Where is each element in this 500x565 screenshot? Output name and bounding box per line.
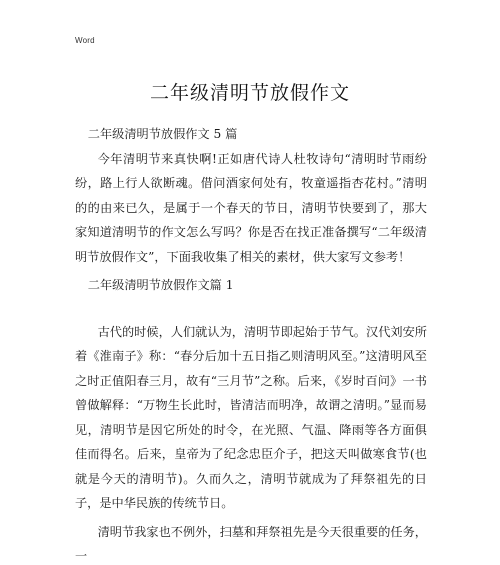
intro-paragraph: 今年清明节来真快啊!正如唐代诗人杜牧诗句“清明时节雨纷纷，路上行人欲断魂。借问酒家何处有，牧童遥指杏花村。”清明的的由来已久，是属于一个春天的节日，清明节快要到了，那大家知道清明节的作文怎么写吗？你是否在找正准备撰写“二年级清明节放假作文”，下面我收集了相关的素材，供大家写文参考！ [75,151,427,264]
body-paragraph: 清明节我家也不例外，扫墓和拜祭祖先是今天很重要的任务，一 [75,524,427,563]
document-body [75,122,427,565]
app-header-label: Word [75,36,95,45]
document-subheading: 二年级清明节放假作文 5 篇 [87,127,238,141]
section-heading: 二年级清明节放假作文篇 1 [87,278,234,292]
body-paragraph: 古代的时候，人们就认为，清明节即起始于节气。汉代刘安所着《淮南子》称：“春分后加十五日指乙则清明风至。”这清明风至之时正值阳春三月，故有“三月节”之称。后来，《岁时百问》一书曾做解释：“万物生长此时，皆清洁而明净，故谓之清明。”显而易见，清明节是因它所处的时令，在光照、气温、降雨等各方面俱佳而得名。后来，皇帝为了纪念忠臣介子，把这天叫做寒食节(也就是今天的清明节)。久而久之，清明节就成为了拜祭祖先的日子，是中华民族的传统节日。 [75,324,427,510]
document-title: 二年级清明节放假作文 [149,82,350,104]
